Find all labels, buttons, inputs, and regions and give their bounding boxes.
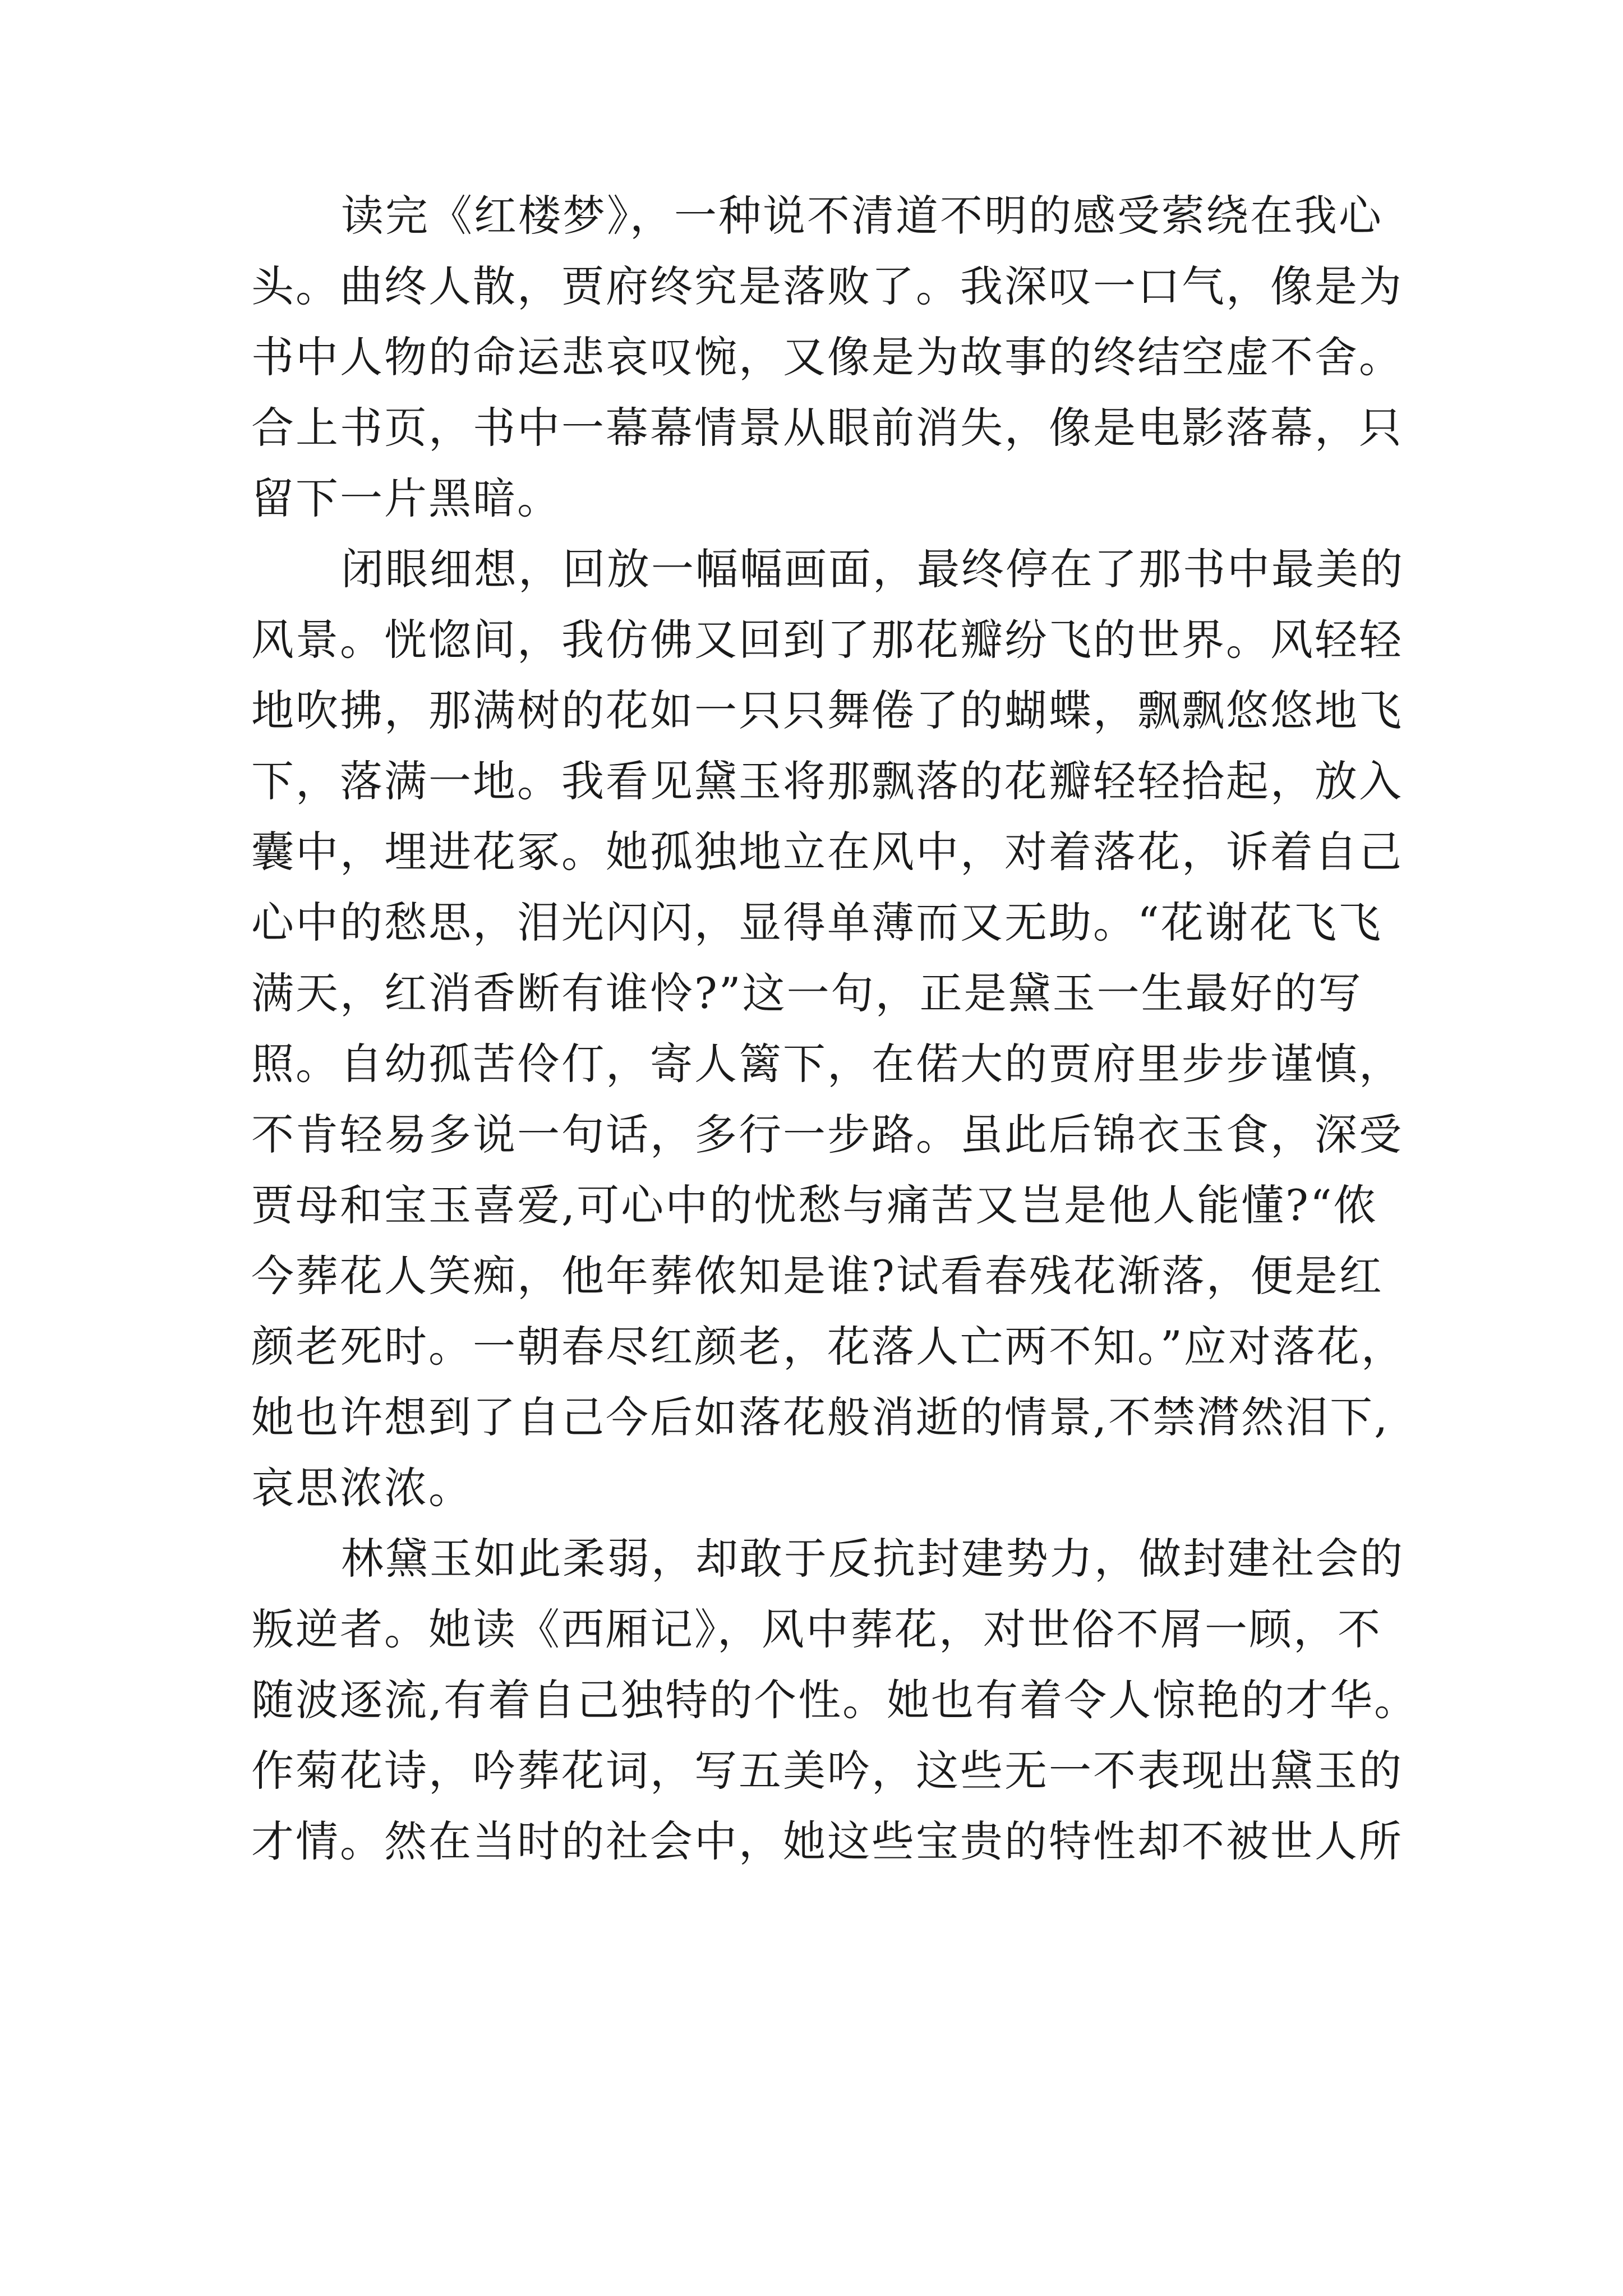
paragraph-1 [251,181,1407,534]
text-line: 贾母和宝玉喜爱,可心中的忧愁与痛苦又岂是他人能懂?“侬 [251,1180,1378,1230]
text-line: 哀思浓浓。 [251,1463,473,1513]
text-line: 书中人物的命运悲哀叹惋，又像是为故事的终结空虚不舍。 [251,332,1403,382]
text-line: 下，落满一地。我看见黛玉将那飘落的花瓣轻轻拾起，放入 [251,756,1403,806]
text-line: 地吹拂，那满树的花如一只只舞倦了的蝴蝶，飘飘悠悠地飞 [251,685,1403,735]
text-line: 颜老死时。一朝春尽红颜老，花落人亡两不知。”应对落花， [251,1322,1405,1372]
text-line: 叛逆者。她读《西厢记》，风中葬花，对世俗不屑一顾，不 [251,1604,1382,1654]
text-line: 心中的愁思，泪光闪闪，显得单薄而又无助。“花谢花飞飞 [251,898,1382,947]
text-line: 今葬花人笑痴，他年葬侬知是谁?试看春残花渐落，便是红 [251,1251,1384,1301]
paragraph-3 [251,1524,1419,1877]
text-line: 读完《红楼梦》，一种说不清道不明的感受萦绕在我心 [341,191,1383,241]
text-line: 才情。然在当时的社会中，她这些宝贵的特性却不被世人所 [251,1816,1403,1866]
text-line: 不肯轻易多说一句话，多行一步路。虽此后锦衣玉食，深受 [251,1110,1403,1159]
text-line: 头。曲终人散，贾府终究是落败了。我深叹一口气，像是为 [251,261,1403,311]
text-line: 合上书页，书中一幕幕情景从眼前消失，像是电影落幕，只 [251,403,1403,453]
text-line: 囊中，埋进花冢。她孤独地立在风中，对着落花，诉着自己 [251,827,1403,877]
paragraph-2 [251,534,1407,1524]
text-line: 随波逐流,有着自己独特的个性。她也有着令人惊艳的才华。 [251,1675,1419,1725]
text-line: 林黛玉如此柔弱，却敢于反抗封建势力，做封建社会的 [341,1534,1404,1584]
essay-body [251,181,1419,1877]
text-line: 留下一片黑暗。 [251,473,561,523]
text-line: 满天，红消香断有谁怜?”这一句，正是黛玉一生最好的写 [251,968,1363,1018]
text-line: 闭眼细想，回放一幅幅画面，最终停在了那书中最美的 [341,544,1404,594]
text-line: 照。自幼孤苦伶仃，寄人篱下，在偌大的贾府里步步谨慎， [251,1039,1403,1089]
text-line: 风景。恍惚间，我仿佛又回到了那花瓣纷飞的世界。风轻轻 [251,615,1403,665]
text-line: 她也许想到了自己今后如落花般消逝的情景,不禁潸然泪下, [251,1392,1390,1442]
text-line: 作菊花诗，吟葬花词，写五美吟，这些无一不表现出黛玉的 [251,1746,1403,1796]
